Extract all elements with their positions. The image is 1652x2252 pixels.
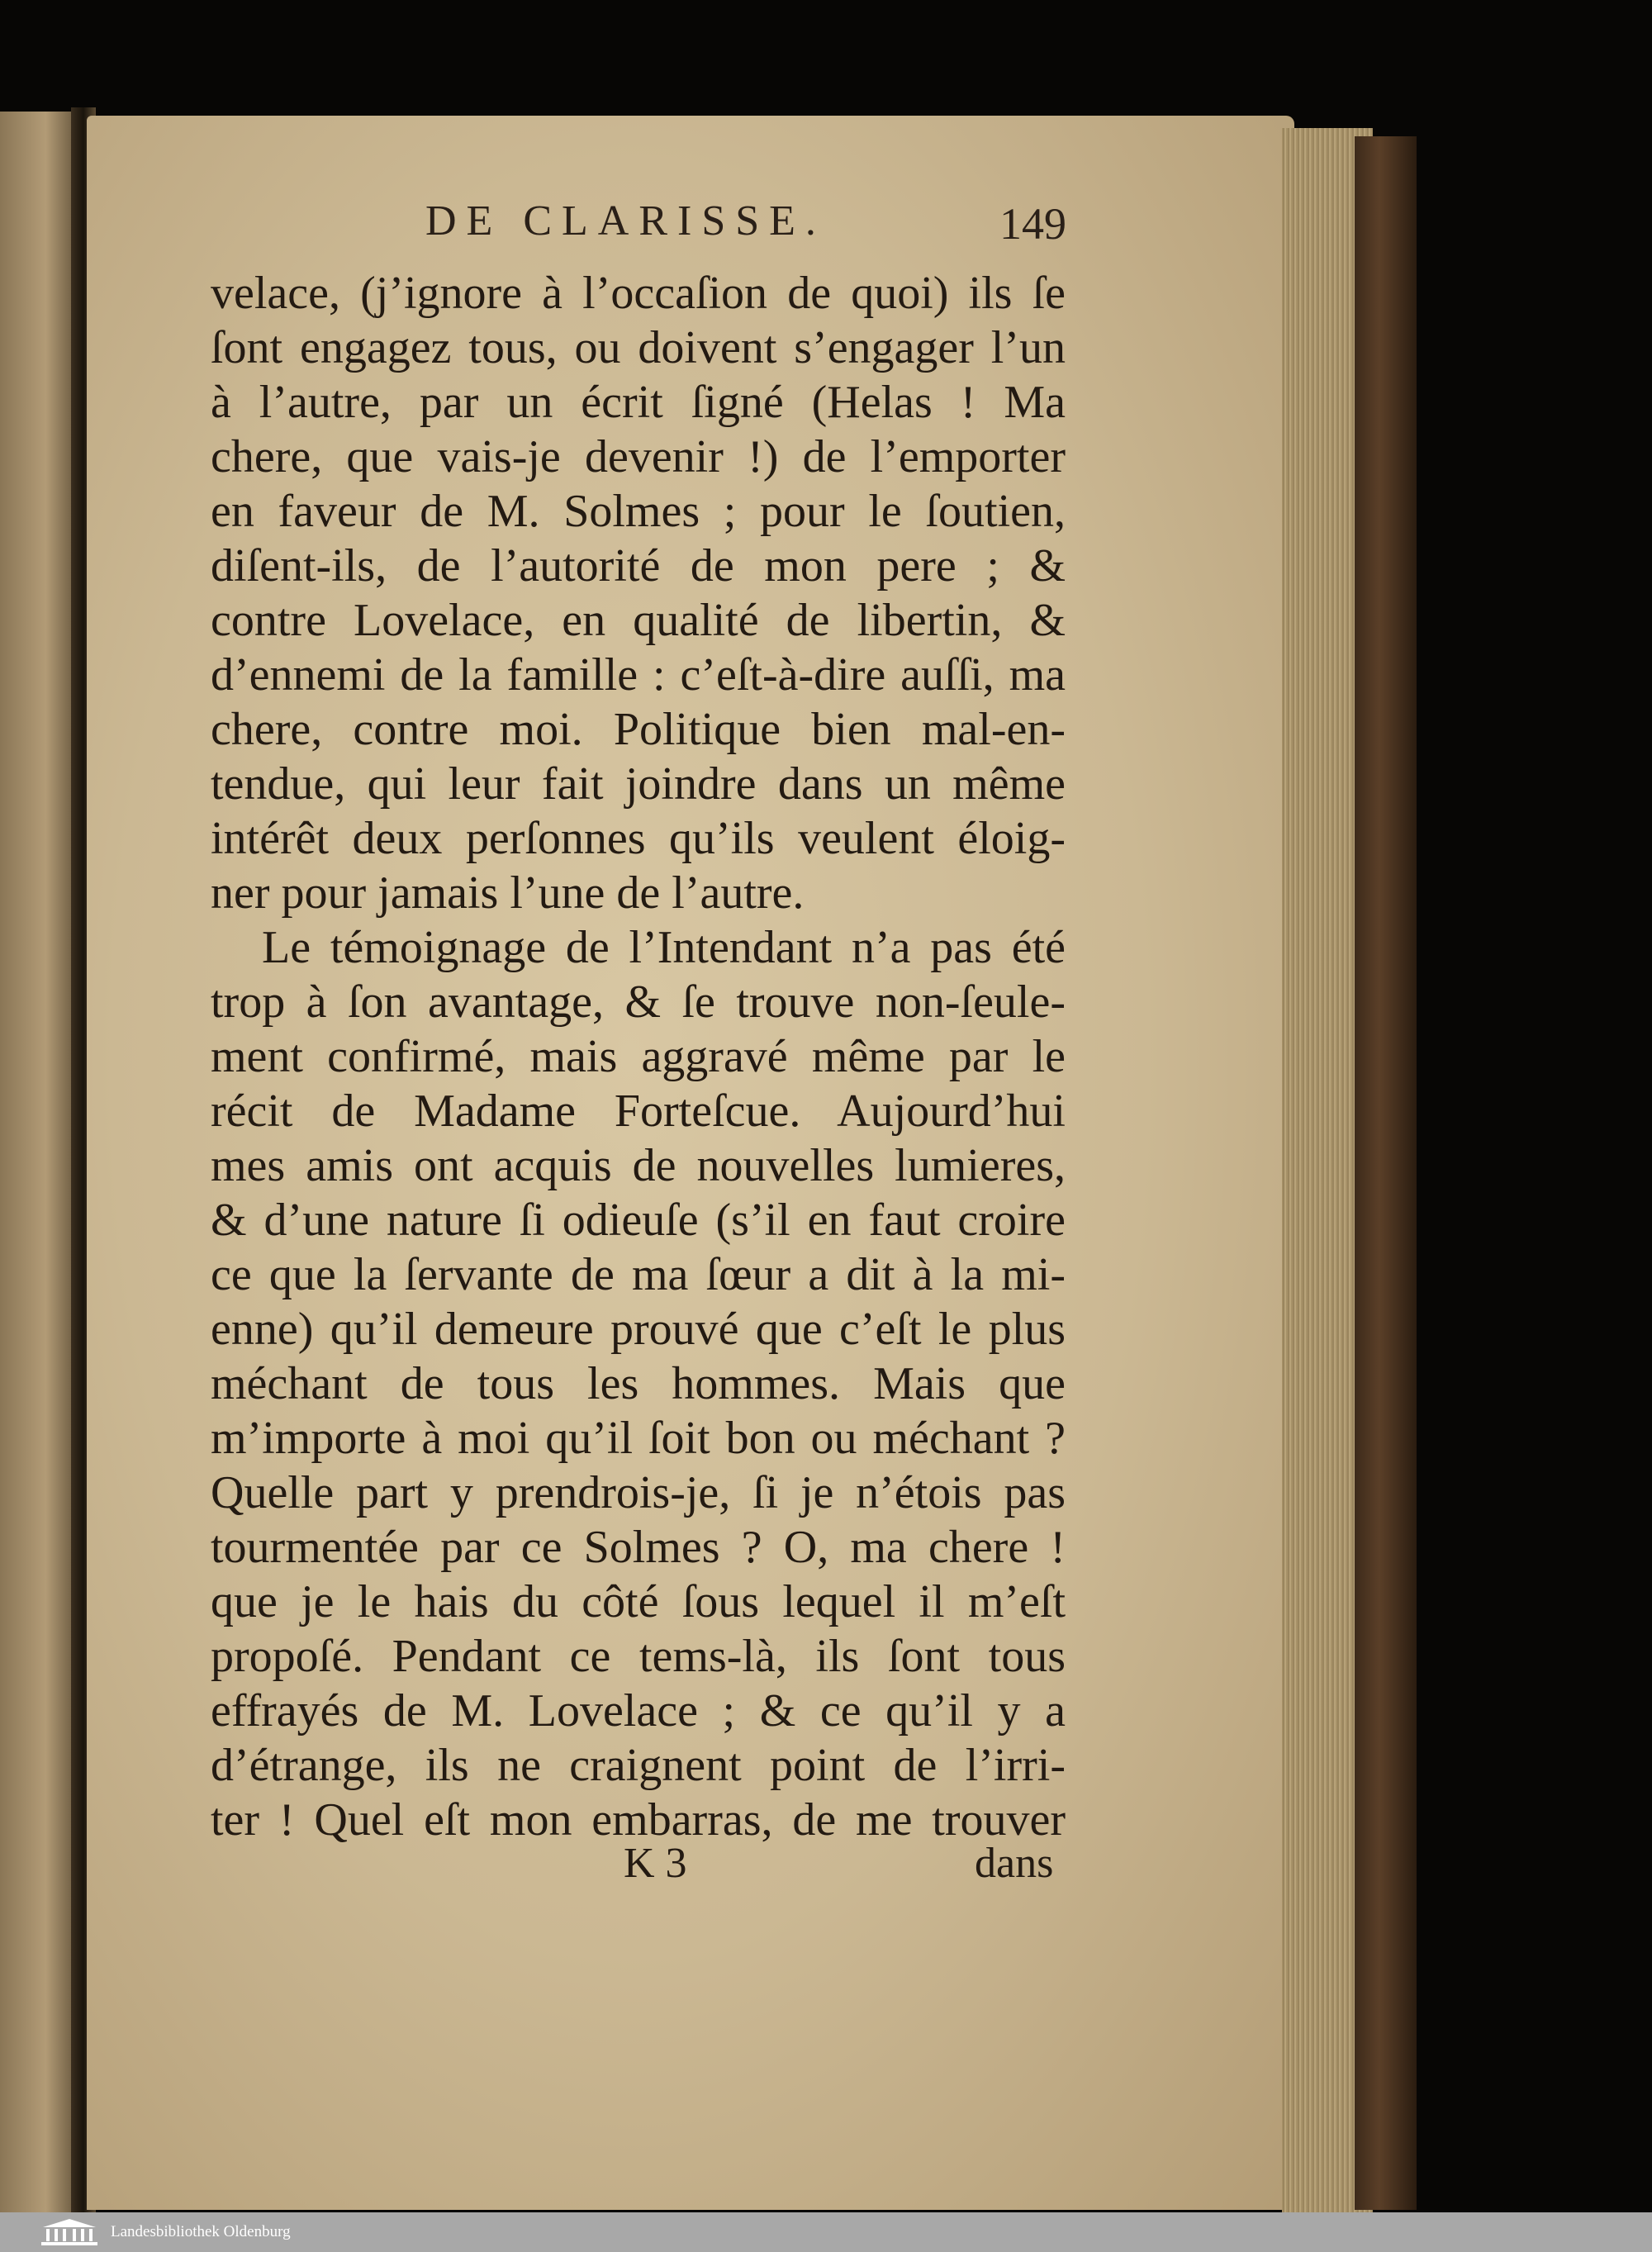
signature-mark: K 3 xyxy=(624,1840,687,1887)
text-line: diſent-ils, de l’autorité de mon pere ; & xyxy=(211,540,1066,592)
text-line: chere, que vais-je devenir !) de l’emporter xyxy=(211,431,1066,482)
catchword: dans xyxy=(975,1840,1054,1887)
text-line: trop à ſon avantage, & ſe trouve non-ſeule- xyxy=(211,976,1066,1028)
text-line: enne) qu’il demeure prouvé que c’eſt le plus xyxy=(211,1304,1066,1355)
text-line: d’ennemi de la famille : c’eſt-à-dire auſſi, ma xyxy=(211,649,1066,701)
library-footer-bar xyxy=(0,2212,1652,2252)
text-line: ment confirmé, mais aggravé même par le xyxy=(211,1031,1066,1082)
text-line: mes amis ont acquis de nouvelles lumieres, xyxy=(211,1140,1066,1191)
book-cover-edge xyxy=(1355,136,1417,2210)
text-line: récit de Madame Forteſcue. Aujourd’hui xyxy=(211,1086,1066,1137)
running-head: DE CLARISSE. xyxy=(425,197,826,245)
text-line: intérêt deux perſonnes qu’ils veulent éloig- xyxy=(211,813,1066,864)
text-line: contre Lovelace, en qualité de libertin, & xyxy=(211,595,1066,646)
left-page-edge xyxy=(0,112,76,2212)
text-line: velace, (j’ignore à l’occaſion de quoi) ils ſe xyxy=(211,268,1066,319)
text-line: tourmentée par ce Solmes ? O, ma chere ! xyxy=(211,1522,1066,1573)
text-line: que je le hais du côté ſous lequel il m’eſt xyxy=(211,1576,1066,1627)
paragraph-start-line: Le témoignage de l’Intendant n’a pas été xyxy=(262,922,1066,973)
text-line: m’importe à moi qu’il ſoit bon ou méchant ? xyxy=(211,1413,1066,1464)
text-line: effrayés de M. Lovelace ; & ce qu’il y a xyxy=(211,1685,1066,1737)
text-line: & d’une nature ſi odieuſe (s’il en faut croire xyxy=(211,1195,1066,1246)
text-line: ner pour jamais l’une de l’autre. xyxy=(211,867,805,919)
page-number: 149 xyxy=(999,199,1066,249)
text-line: d’étrange, ils ne craignent point de l’irri- xyxy=(211,1740,1066,1791)
library-name: Landesbibliothek Oldenburg xyxy=(111,2223,291,2240)
text-line: à l’autre, par un écrit ſigné (Helas ! Ma xyxy=(211,377,1066,428)
text-line: chere, contre moi. Politique bien mal-en- xyxy=(211,704,1066,755)
text-line: ter ! Quel eſt mon embarras, de me trouver xyxy=(211,1794,1066,1846)
body-text xyxy=(211,266,1066,1847)
text-line: ce que la ſervante de ma ſœur a dit à la mi- xyxy=(211,1249,1066,1300)
text-line: propoſé. Pendant ce tems-là, ils ſont tous xyxy=(211,1631,1066,1682)
library-building-icon xyxy=(40,2217,99,2247)
text-line: Quelle part y prendrois-je, ſi je n’étois pas xyxy=(211,1467,1066,1518)
text-line: tendue, qui leur fait joindre dans un même xyxy=(211,758,1066,810)
text-line: ſont engagez tous, ou doivent s’engager l’un xyxy=(211,322,1066,373)
text-line: en faveur de M. Solmes ; pour le ſoutien, xyxy=(211,486,1066,537)
text-line: méchant de tous les hommes. Mais que xyxy=(211,1358,1066,1409)
